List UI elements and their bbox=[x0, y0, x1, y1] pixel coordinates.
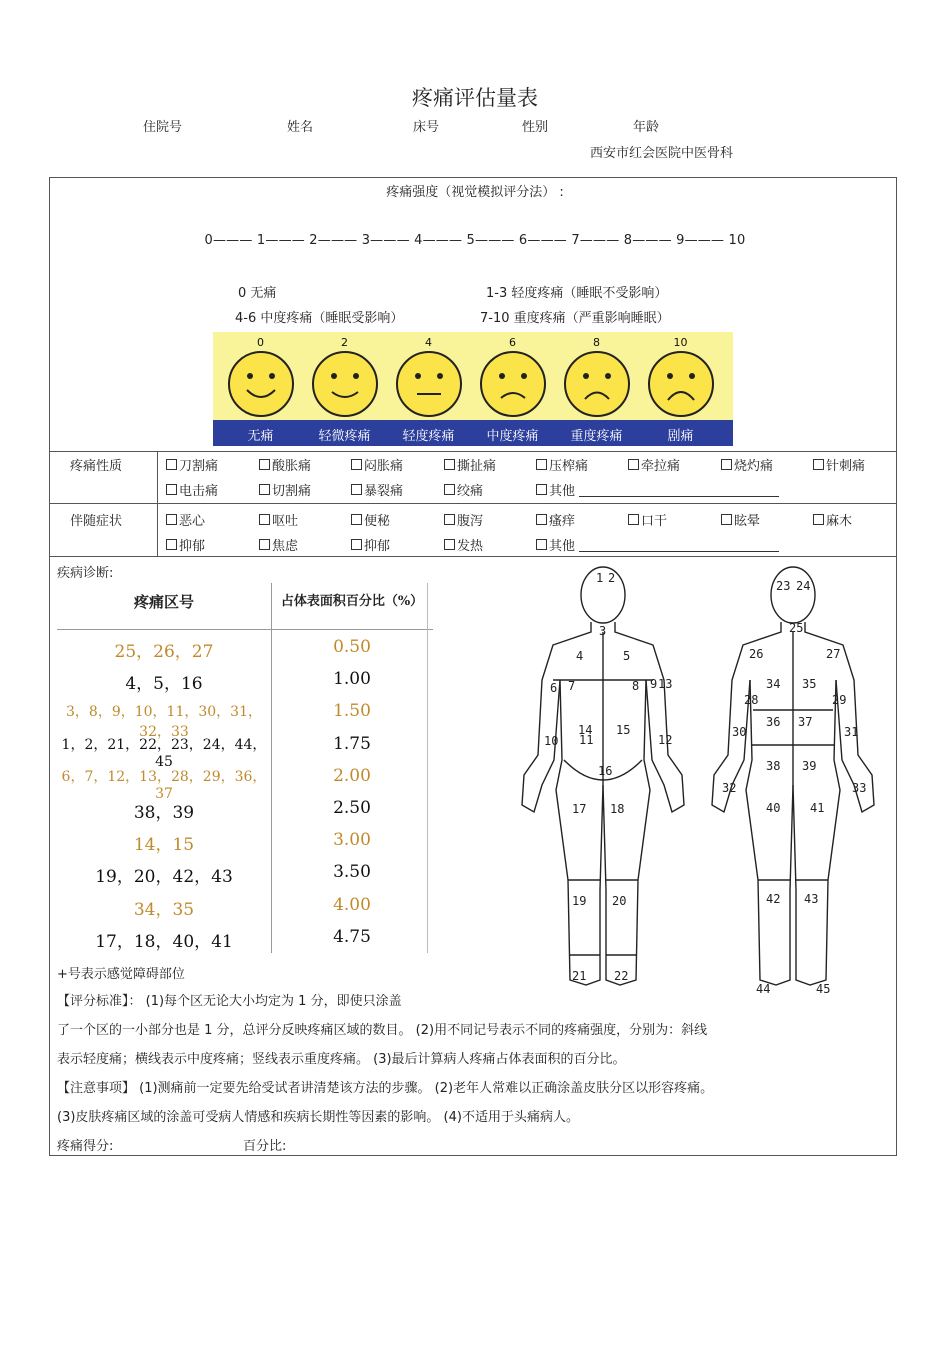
checkbox-box[interactable] bbox=[813, 514, 824, 525]
hdr-sex: 性别 bbox=[522, 120, 549, 135]
table-row bbox=[57, 669, 433, 701]
checkbox-label: 腹泻 bbox=[457, 514, 484, 529]
face-label: 剧痛 bbox=[667, 429, 694, 444]
table-row bbox=[57, 765, 433, 802]
zone-number-front: 7 bbox=[568, 679, 576, 693]
checkbox-box[interactable] bbox=[444, 484, 455, 495]
checkbox-option[interactable] bbox=[166, 535, 205, 554]
zone-number-front: 10 bbox=[544, 734, 559, 748]
checkbox-box[interactable] bbox=[813, 459, 824, 470]
zone-number-back: 41 bbox=[810, 801, 825, 815]
zone-number-front: 11 bbox=[579, 733, 594, 747]
zone-number-front: 3 bbox=[599, 624, 607, 638]
other-blank[interactable] bbox=[579, 539, 779, 552]
zone-number-back: 36 bbox=[766, 715, 781, 729]
zone-number-back: 30 bbox=[732, 725, 747, 739]
percent-cell: 4.75 bbox=[333, 926, 371, 947]
checkbox-box[interactable] bbox=[444, 459, 455, 470]
face-1 bbox=[303, 336, 386, 420]
checkbox-box[interactable] bbox=[351, 514, 362, 525]
zone-number-labels bbox=[544, 571, 866, 996]
face-score: 0 bbox=[257, 336, 264, 349]
precautions-2: (3)皮肤疼痛区域的涂盖可受病人情感和疾病长期性等因素的影响。 (4)不适用于头痛病人。 bbox=[57, 1110, 579, 1125]
table-row bbox=[57, 637, 433, 669]
checkbox-label: 电击痛 bbox=[179, 484, 219, 499]
face-2 bbox=[387, 336, 470, 420]
zone-number-front: 16 bbox=[598, 764, 613, 778]
face-icon bbox=[223, 349, 299, 419]
table-row bbox=[57, 895, 433, 927]
zone-cell: 14，15 bbox=[133, 835, 195, 856]
area-percentage-table bbox=[57, 583, 433, 953]
scoring-standard-3: 表示轻度痛；横线表示中度疼痛；竖线表示重度疼痛。 (3)最后计算病人疼痛占体表面积的百分比。 bbox=[57, 1052, 626, 1067]
checkbox-box[interactable] bbox=[628, 459, 639, 470]
divider bbox=[49, 503, 897, 504]
precautions-1: 【注意事项】 (1)测痛前一定要先给受试者讲清楚该方法的步骤。 (2)老年人常难以正确涂盖皮肤分区以形容疼痛。 bbox=[57, 1081, 714, 1096]
zone-number-front: 6 bbox=[550, 681, 558, 695]
face-score: 8 bbox=[593, 336, 600, 349]
checkbox-label: 烧灼痛 bbox=[734, 459, 774, 474]
checkbox-option[interactable] bbox=[721, 455, 773, 474]
pain-nature-label: 疼痛性质 bbox=[70, 459, 123, 474]
zone-number-back: 24 bbox=[796, 579, 811, 593]
face-3 bbox=[471, 336, 554, 420]
vas-scale: 0——— 1——— 2——— 3——— 4——— 5——— 6——— 7——— 8——— 9——— 10 bbox=[204, 233, 746, 248]
zone-number-front: 5 bbox=[623, 649, 631, 663]
checkbox-option[interactable] bbox=[259, 480, 311, 499]
percent-cell: 3.50 bbox=[333, 862, 371, 883]
checkbox-label: 眩晕 bbox=[734, 514, 761, 529]
pain-score-label: 疼痛得分: bbox=[57, 1139, 114, 1154]
zone-number-front: 9 bbox=[650, 677, 658, 691]
zone-cell: 1，2，21，22，23，24，44，45 bbox=[61, 736, 267, 770]
checkbox-box[interactable] bbox=[536, 459, 547, 470]
face-icon bbox=[559, 349, 635, 419]
face-icon bbox=[307, 349, 383, 419]
checkbox-box[interactable] bbox=[536, 484, 547, 495]
hdr-name: 姓名 bbox=[287, 120, 314, 135]
zone-cell: 25，26，27 bbox=[114, 642, 214, 662]
percent-label: 百分比: bbox=[243, 1139, 287, 1154]
zone-number-front: 15 bbox=[616, 723, 631, 737]
zone-number-front: 8 bbox=[632, 679, 640, 693]
hdr-inpatient-no: 住院号 bbox=[143, 120, 183, 135]
checkbox-option[interactable] bbox=[166, 455, 218, 474]
diagnosis-label: 疾病诊断: bbox=[57, 566, 114, 581]
zone-number-back: 34 bbox=[766, 677, 781, 691]
checkbox-box[interactable] bbox=[444, 539, 455, 550]
zone-number-front: 19 bbox=[572, 894, 587, 908]
percent-cell: 2.50 bbox=[333, 798, 371, 818]
percent-cell: 1.50 bbox=[333, 701, 371, 722]
intensity-label: 疼痛强度（视觉模拟评分法） : bbox=[386, 185, 564, 200]
checkbox-label: 其他 bbox=[549, 539, 576, 554]
divider bbox=[49, 556, 897, 557]
legend-none: 0 无痛 bbox=[238, 286, 277, 301]
table-header-zone: 疼痛区号 bbox=[133, 593, 194, 611]
checkbox-label: 闷胀痛 bbox=[364, 459, 404, 474]
zone-cell: 17，18，40，41 bbox=[95, 931, 233, 952]
checkbox-label: 恶心 bbox=[179, 514, 206, 529]
face-icon bbox=[391, 349, 467, 419]
zone-number-back: 42 bbox=[766, 892, 781, 906]
zone-number-back: 37 bbox=[798, 715, 813, 729]
zone-number-back: 44 bbox=[756, 982, 771, 996]
checkbox-box[interactable] bbox=[166, 459, 177, 470]
zone-number-back: 28 bbox=[744, 693, 759, 707]
checkbox-box[interactable] bbox=[166, 514, 177, 525]
zone-number-back: 25 bbox=[789, 621, 804, 635]
zone-number-front: 17 bbox=[572, 802, 587, 816]
checkbox-box[interactable] bbox=[351, 539, 362, 550]
percent-cell: 2.00 bbox=[333, 765, 371, 786]
zone-number-back: 38 bbox=[766, 759, 781, 773]
checkbox-option[interactable] bbox=[536, 480, 779, 499]
checkbox-label: 绞痛 bbox=[457, 484, 484, 499]
checkbox-box[interactable] bbox=[628, 514, 639, 525]
checkbox-label: 口干 bbox=[641, 514, 668, 529]
zone-number-front: 21 bbox=[572, 969, 587, 983]
checkbox-option[interactable] bbox=[351, 510, 390, 529]
checkbox-option[interactable] bbox=[259, 510, 298, 529]
checkbox-label: 麻木 bbox=[826, 514, 853, 529]
checkbox-label: 酸胀痛 bbox=[272, 459, 312, 474]
zone-cell: 19，20，42，43 bbox=[95, 867, 233, 888]
checkbox-option[interactable] bbox=[628, 455, 680, 474]
face-score: 2 bbox=[341, 336, 348, 349]
percent-cell: 4.00 bbox=[333, 894, 371, 915]
checkbox-label: 刀割痛 bbox=[179, 459, 219, 474]
face-score: 10 bbox=[673, 336, 688, 349]
checkbox-label: 抑郁 bbox=[179, 539, 206, 554]
zone-number-front: 18 bbox=[610, 802, 625, 816]
checkbox-box[interactable] bbox=[721, 459, 732, 470]
table-row bbox=[57, 733, 433, 770]
zone-cell: 34，35 bbox=[133, 899, 195, 920]
checkbox-label: 针刺痛 bbox=[826, 459, 866, 474]
checkbox-option[interactable] bbox=[721, 510, 760, 529]
face-icon bbox=[475, 349, 551, 419]
checkbox-option[interactable] bbox=[166, 480, 218, 499]
zone-number-back: 43 bbox=[804, 892, 819, 906]
scoring-standard-2: 了一个区的一小部分也是 1 分，总评分反映疼痛区域的数目。 (2)用不同记号表示不同的疼痛强度，分别为：斜线 bbox=[57, 1023, 708, 1038]
checkbox-option[interactable] bbox=[536, 510, 575, 529]
checkbox-option[interactable] bbox=[813, 510, 852, 529]
hdr-bed: 床号 bbox=[413, 120, 440, 135]
percent-cell: 3.00 bbox=[333, 830, 371, 851]
checkbox-box[interactable] bbox=[259, 514, 270, 525]
face-score: 6 bbox=[509, 336, 516, 349]
checkbox-label: 发热 bbox=[457, 539, 484, 554]
symptoms-label: 伴随症状 bbox=[70, 514, 123, 529]
checkbox-option[interactable] bbox=[444, 480, 483, 499]
zone-number-front: 13 bbox=[658, 677, 673, 691]
table-row bbox=[57, 830, 433, 862]
zone-number-front: 4 bbox=[576, 649, 584, 663]
table-row bbox=[57, 798, 433, 830]
percent-cell: 1.75 bbox=[333, 733, 371, 754]
hospital-name: 西安市红会医院中医骨科 bbox=[590, 146, 734, 161]
checkbox-option[interactable] bbox=[259, 455, 311, 474]
page-title: 疼痛评估量表 bbox=[412, 86, 538, 110]
zone-number-back: 31 bbox=[844, 725, 859, 739]
checkbox-option[interactable] bbox=[536, 535, 779, 554]
zone-number-back: 26 bbox=[749, 647, 764, 661]
zone-number-front: 14 bbox=[578, 723, 593, 737]
zone-number-front: 1 bbox=[596, 571, 604, 585]
face-score: 4 bbox=[425, 336, 432, 349]
hdr-age: 年龄 bbox=[633, 120, 660, 135]
zone-number-front: 2 bbox=[608, 571, 616, 585]
checkbox-box[interactable] bbox=[259, 539, 270, 550]
zone-number-back: 29 bbox=[832, 693, 847, 707]
face-label: 无痛 bbox=[247, 429, 274, 444]
checkbox-label: 撕扯痛 bbox=[457, 459, 497, 474]
face-icon bbox=[643, 349, 719, 419]
zone-number-front: 12 bbox=[658, 733, 673, 747]
checkbox-option[interactable] bbox=[444, 510, 483, 529]
checkbox-label: 压榨痛 bbox=[549, 459, 589, 474]
checkbox-option[interactable] bbox=[351, 480, 403, 499]
body-zone-diagram bbox=[508, 560, 893, 1000]
face-label: 轻微疼痛 bbox=[318, 429, 371, 444]
zone-number-front: 20 bbox=[612, 894, 627, 908]
sensory-note: +号表示感觉障碍部位 bbox=[57, 967, 185, 982]
face-label: 轻度疼痛 bbox=[402, 429, 455, 444]
checkbox-option[interactable] bbox=[259, 535, 298, 554]
zone-number-back: 32 bbox=[722, 781, 737, 795]
checkbox-label: 抑郁 bbox=[364, 539, 391, 554]
checkbox-option[interactable] bbox=[536, 455, 588, 474]
checkbox-option[interactable] bbox=[628, 510, 667, 529]
checkbox-option[interactable] bbox=[444, 535, 483, 554]
face-4 bbox=[555, 336, 638, 420]
legend-severe: 7-10 重度疼痛（严重影响睡眠） bbox=[480, 311, 670, 326]
face-label: 中度疼痛 bbox=[486, 429, 539, 444]
legend-moderate: 4-6 中度疼痛（睡眠受影响） bbox=[235, 311, 404, 326]
checkbox-label: 牵拉痛 bbox=[641, 459, 681, 474]
face-label: 重度疼痛 bbox=[570, 429, 623, 444]
zone-cell: 3，8，9，10，11，30，31，32，33 bbox=[66, 704, 262, 741]
table-row bbox=[57, 701, 433, 741]
zone-number-back: 33 bbox=[852, 781, 867, 795]
zone-number-back: 40 bbox=[766, 801, 781, 815]
face-5 bbox=[639, 336, 722, 420]
checkbox-box[interactable] bbox=[259, 484, 270, 495]
checkbox-option[interactable] bbox=[813, 455, 865, 474]
zone-number-back: 27 bbox=[826, 647, 841, 661]
checkbox-label: 暴裂痛 bbox=[364, 484, 404, 499]
zone-cell: 4，5，16 bbox=[125, 674, 203, 695]
checkbox-box[interactable] bbox=[536, 514, 547, 525]
checkbox-box[interactable] bbox=[351, 459, 362, 470]
checkbox-box[interactable] bbox=[166, 539, 177, 550]
checkbox-option[interactable] bbox=[166, 510, 205, 529]
face-0 bbox=[219, 336, 302, 420]
checkbox-label: 切割痛 bbox=[272, 484, 312, 499]
checkbox-option[interactable] bbox=[351, 535, 390, 554]
checkbox-box[interactable] bbox=[351, 484, 362, 495]
scoring-standard-1: 【评分标准】： (1)每个区无论大小均定为 1 分，即使只涂盖 bbox=[57, 994, 402, 1009]
checkbox-label: 瘙痒 bbox=[549, 514, 576, 529]
checkbox-box[interactable] bbox=[444, 514, 455, 525]
checkbox-option[interactable] bbox=[444, 455, 496, 474]
other-blank[interactable] bbox=[579, 484, 779, 497]
legend-mild: 1-3 轻度疼痛（睡眠不受影响） bbox=[486, 286, 668, 301]
checkbox-box[interactable] bbox=[721, 514, 732, 525]
checkbox-option[interactable] bbox=[351, 455, 403, 474]
percent-cell: 1.00 bbox=[333, 669, 371, 690]
zone-number-front: 22 bbox=[614, 969, 629, 983]
zone-number-back: 45 bbox=[816, 982, 831, 996]
divider bbox=[157, 451, 158, 556]
percent-cell: 0.50 bbox=[333, 637, 371, 657]
checkbox-box[interactable] bbox=[166, 484, 177, 495]
table-header-percent: 占体表面积百分比（%） bbox=[280, 594, 424, 609]
zone-number-back: 35 bbox=[802, 677, 817, 691]
zone-cell: 6，7，12，13，28，29，36，37 bbox=[61, 768, 267, 802]
checkbox-label: 便秘 bbox=[364, 514, 391, 529]
checkbox-box[interactable] bbox=[259, 459, 270, 470]
zone-number-back: 39 bbox=[802, 759, 817, 773]
zone-cell: 38，39 bbox=[133, 803, 195, 823]
checkbox-box[interactable] bbox=[536, 539, 547, 550]
table-row bbox=[57, 862, 433, 894]
table-row bbox=[57, 927, 433, 959]
checkbox-label: 焦虑 bbox=[272, 539, 299, 554]
checkbox-label: 其他 bbox=[549, 484, 576, 499]
zone-number-back: 23 bbox=[776, 579, 791, 593]
divider bbox=[49, 451, 897, 452]
checkbox-label: 呕吐 bbox=[272, 514, 299, 529]
faces-pain-scale bbox=[213, 332, 733, 446]
